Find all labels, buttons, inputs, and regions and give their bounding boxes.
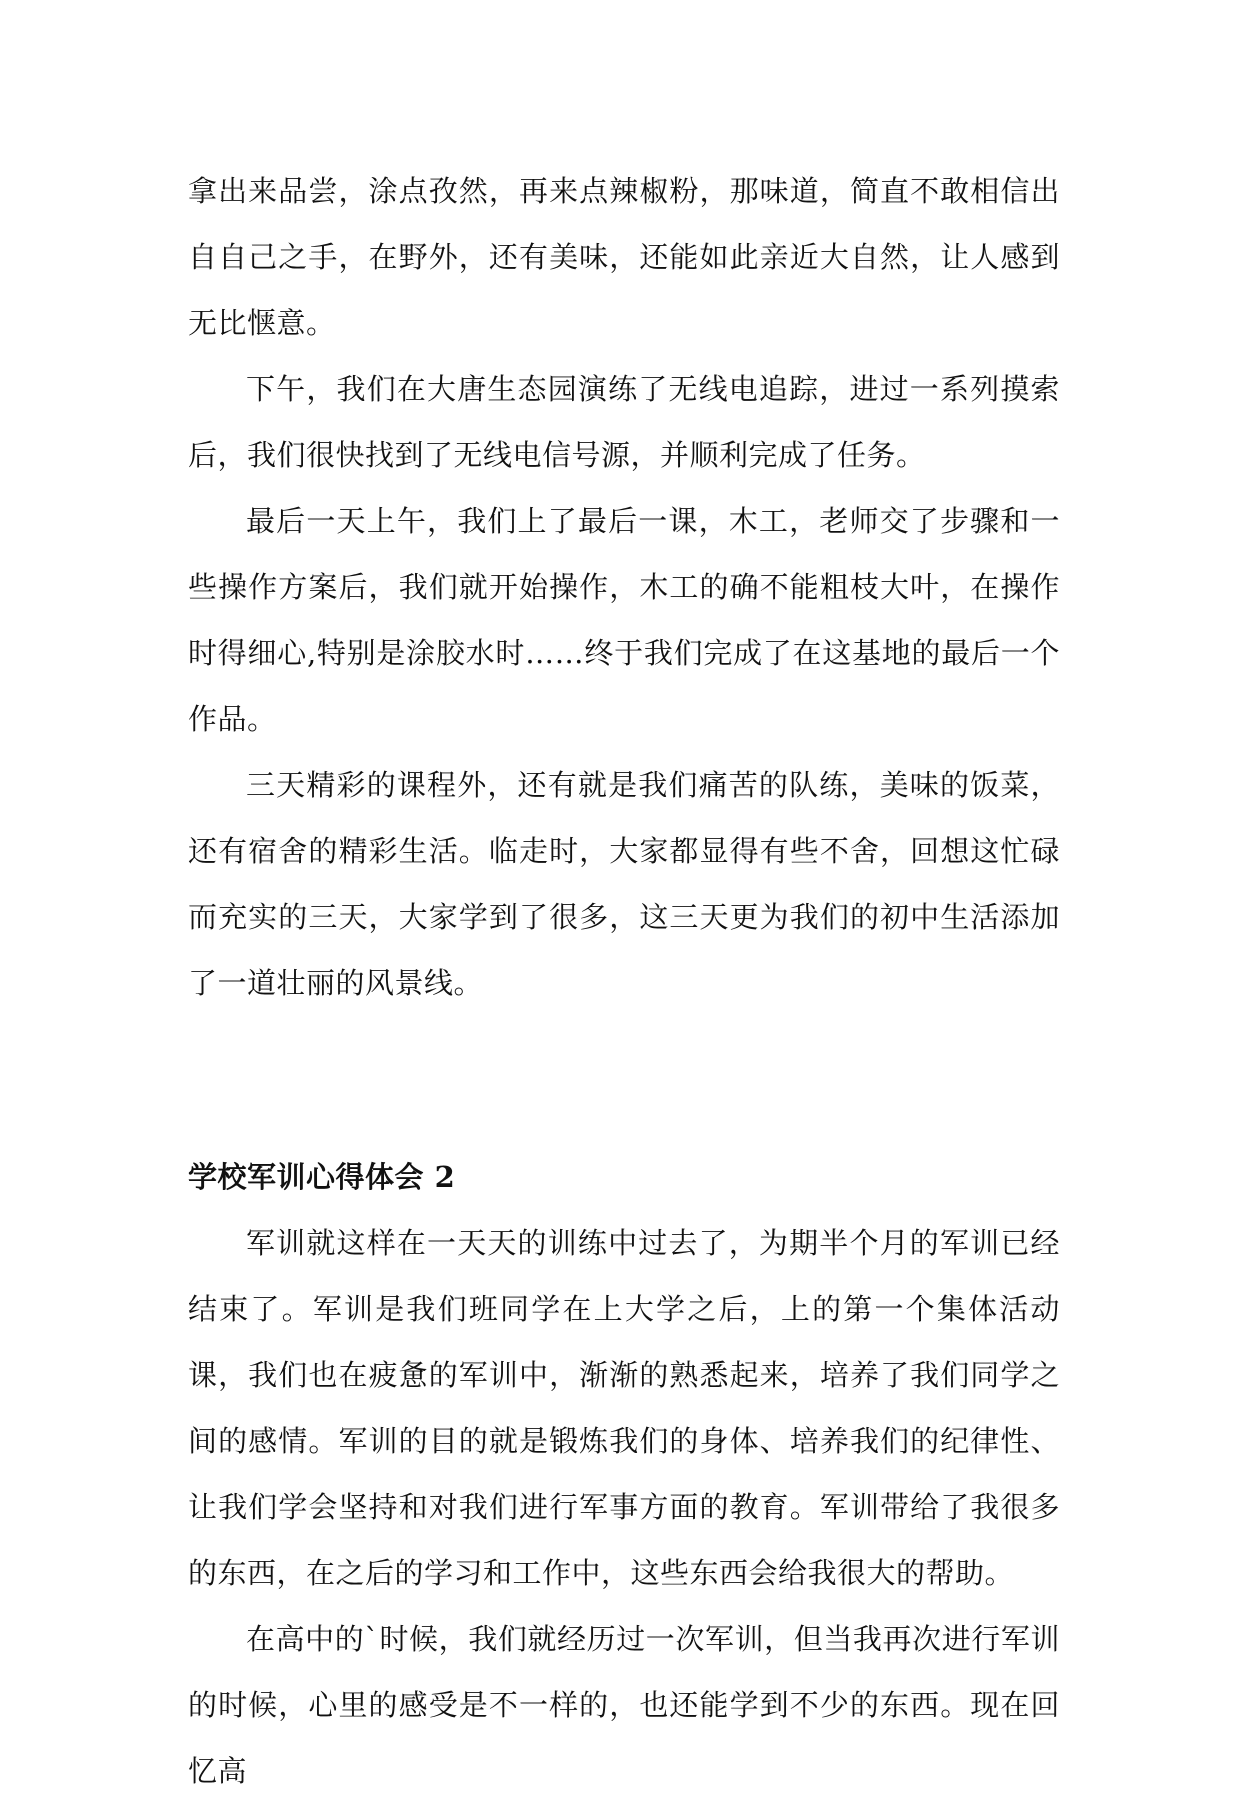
section-title: 学校军训心得体会 2 (188, 1160, 456, 1194)
paragraph-3: 最后一天上午，我们上了最后一课，木工，老师交了步骤和一些操作方案后，我们就开始操作，木工的确不能粗枝大叶，在操作时得细心,特别是涂胶水时……终于我们完成了在这基地的最后一个作品。 (188, 504, 1060, 736)
paragraph-1: 拿出来品尝，涂点孜然，再来点辣椒粉，那味道，简直不敢相信出自自己之手，在野外，还有美味，还能如此亲近大自然，让人感到无比惬意。 (188, 174, 1060, 340)
paragraph-5: 军训就这样在一天天的训练中过去了，为期半个月的军训已经结束了。军训是我们班同学在上大学之后，上的第一个集体活动课，我们也在疲惫的军训中，渐渐的熟悉起来，培养了我们同学之间的感情。军训的目的就是锻炼我们的身体、培养我们的纪律性、让我们学会坚持和对我们进行军事方面的教育。军训带给了我很多的东西，在之后的学习和工作中，这些东西会给我很大的帮助。 (188, 1226, 1060, 1590)
paragraph-6: 在高中的`时候，我们就经历过一次军训，但当我再次进行军训的时候，心里的感受是不一样的，也还能学到不少的东西。现在回忆高 (188, 1622, 1060, 1788)
paragraph-4: 三天精彩的课程外，还有就是我们痛苦的队练，美味的饭菜，还有宿舍的精彩生活。临走时，大家都显得有些不舍，回想这忙碌而充实的三天，大家学到了很多，这三天更为我们的初中生活添加了一道壮丽的风景线。 (188, 768, 1060, 1000)
paragraph-2: 下午，我们在大唐生态园演练了无线电追踪，进过一系列摸索后，我们很快找到了无线电信号源，并顺利完成了任务。 (188, 372, 1060, 472)
document-body (188, 158, 1060, 1804)
